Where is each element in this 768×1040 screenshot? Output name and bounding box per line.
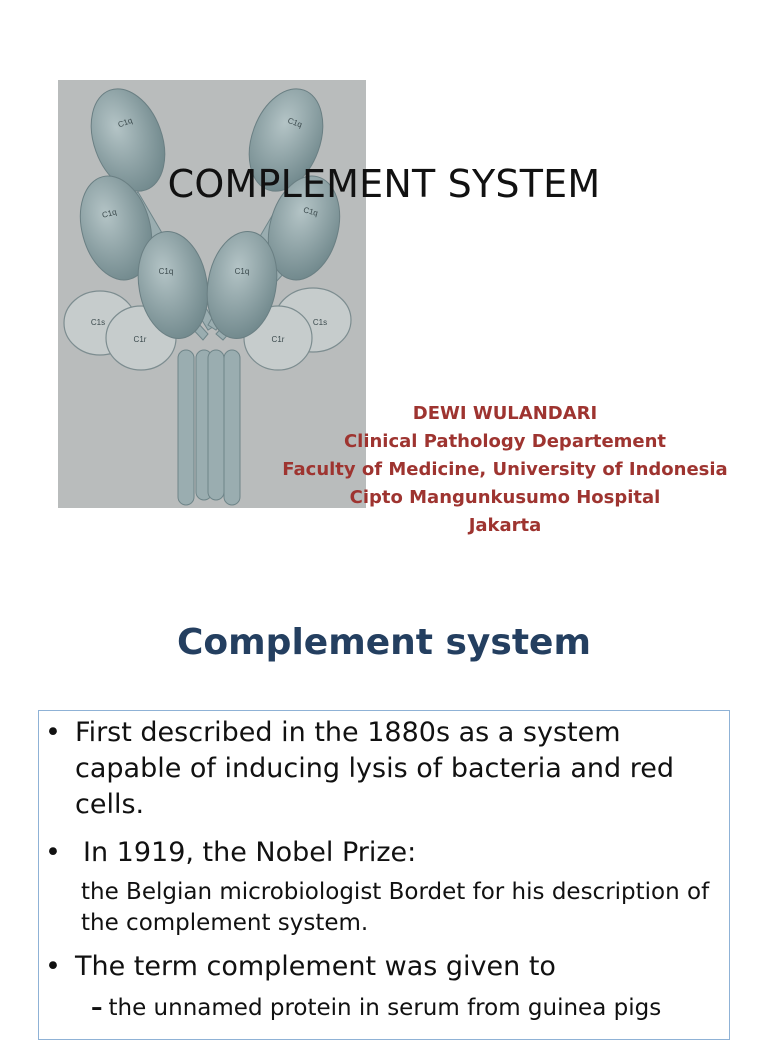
c1q-label: C1q — [302, 205, 319, 218]
author-faculty: Faculty of Medicine, University of Indonesia — [282, 459, 728, 480]
c1s-label: C1s — [90, 318, 106, 327]
slide-2-content-box — [38, 710, 730, 1040]
bullet-symbol: • — [45, 837, 61, 868]
sub-bullet-text: the unnamed protein in serum from guinea pigs — [108, 995, 662, 1021]
author-name: DEWI WULANDARI — [412, 403, 598, 424]
slide-1-title: COMPLEMENT SYSTEM — [167, 162, 601, 206]
author-department: Clinical Pathology Departement — [343, 431, 667, 452]
bullet-text: The term complement was given to — [75, 951, 556, 982]
c1s-label: C1s — [312, 318, 328, 327]
c1q-label: C1q — [116, 115, 134, 130]
c1q-label: C1q — [101, 207, 118, 220]
slide-divider — [0, 576, 768, 578]
c1r-label: C1r — [133, 335, 147, 344]
c1r-label: C1r — [271, 335, 285, 344]
c1q-label: C1q — [234, 267, 250, 276]
author-info — [270, 400, 740, 540]
bullet-symbol: • — [45, 951, 61, 982]
sub-bullet-item — [91, 993, 731, 1024]
c1q-label: C1q — [158, 267, 174, 276]
c1q-label: C1q — [286, 115, 304, 130]
bullet-text: In 1919, the Nobel Prize: — [83, 837, 417, 868]
slide-2-title: Complement system — [177, 622, 591, 663]
bullet-text: First described in the 1880s as a system capable of inducing lysis of bacteria and red cells. — [75, 717, 674, 820]
author-city: Jakarta — [468, 515, 542, 536]
bullet-symbol: • — [45, 717, 61, 748]
author-hospital: Cipto Mangunkusumo Hospital — [349, 487, 661, 508]
dash-symbol: – — [91, 995, 103, 1021]
bullet-subtext: the Belgian microbiologist Bordet for his description of the complement system. — [81, 879, 710, 936]
